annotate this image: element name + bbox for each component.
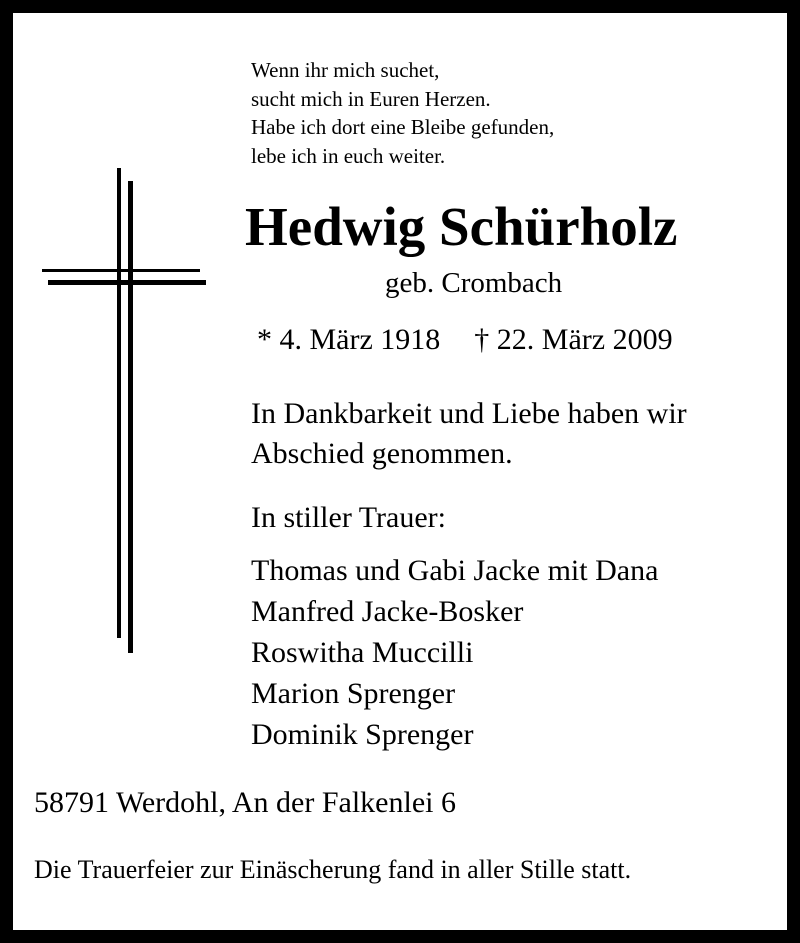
mourner-name: Roswitha Muccilli [251, 636, 474, 669]
thanks-line: In Dankbarkeit und Liebe haben wir [251, 397, 687, 430]
poem-line: Wenn ihr mich suchet, [251, 58, 440, 82]
footer-note: Die Trauerfeier zur Einäscherung fand in aller Stille statt. [34, 855, 632, 884]
birth-date: * 4. März 1918 [257, 323, 441, 356]
address: 58791 Werdohl, An der Falkenlei 6 [34, 786, 456, 819]
mourner-name: Marion Sprenger [251, 677, 456, 710]
poem-line: sucht mich in Euren Herzen. [251, 86, 491, 111]
mourner-name: Thomas und Gabi Jacke mit Dana [251, 554, 659, 587]
death-date: † 22. März 2009 [474, 323, 673, 356]
obituary-notice [13, 13, 787, 930]
poem-line: Habe ich dort eine Bleibe gefunden, [251, 115, 555, 139]
thanks-text [251, 394, 687, 474]
mourner-name: Dominik Sprenger [251, 718, 474, 751]
thanks-line: Abschied genommen. [251, 437, 513, 470]
poem [251, 56, 554, 170]
mourner-name: Manfred Jacke-Bosker [251, 595, 524, 628]
deceased-name: Hedwig Schürholz [245, 196, 678, 257]
mourners-list [251, 550, 658, 755]
poem-line: lebe ich in euch weiter. [251, 143, 446, 168]
maiden-name: geb. Crombach [385, 267, 563, 299]
life-dates [257, 325, 673, 355]
mourning-label: In stiller Trauer: [251, 501, 446, 534]
